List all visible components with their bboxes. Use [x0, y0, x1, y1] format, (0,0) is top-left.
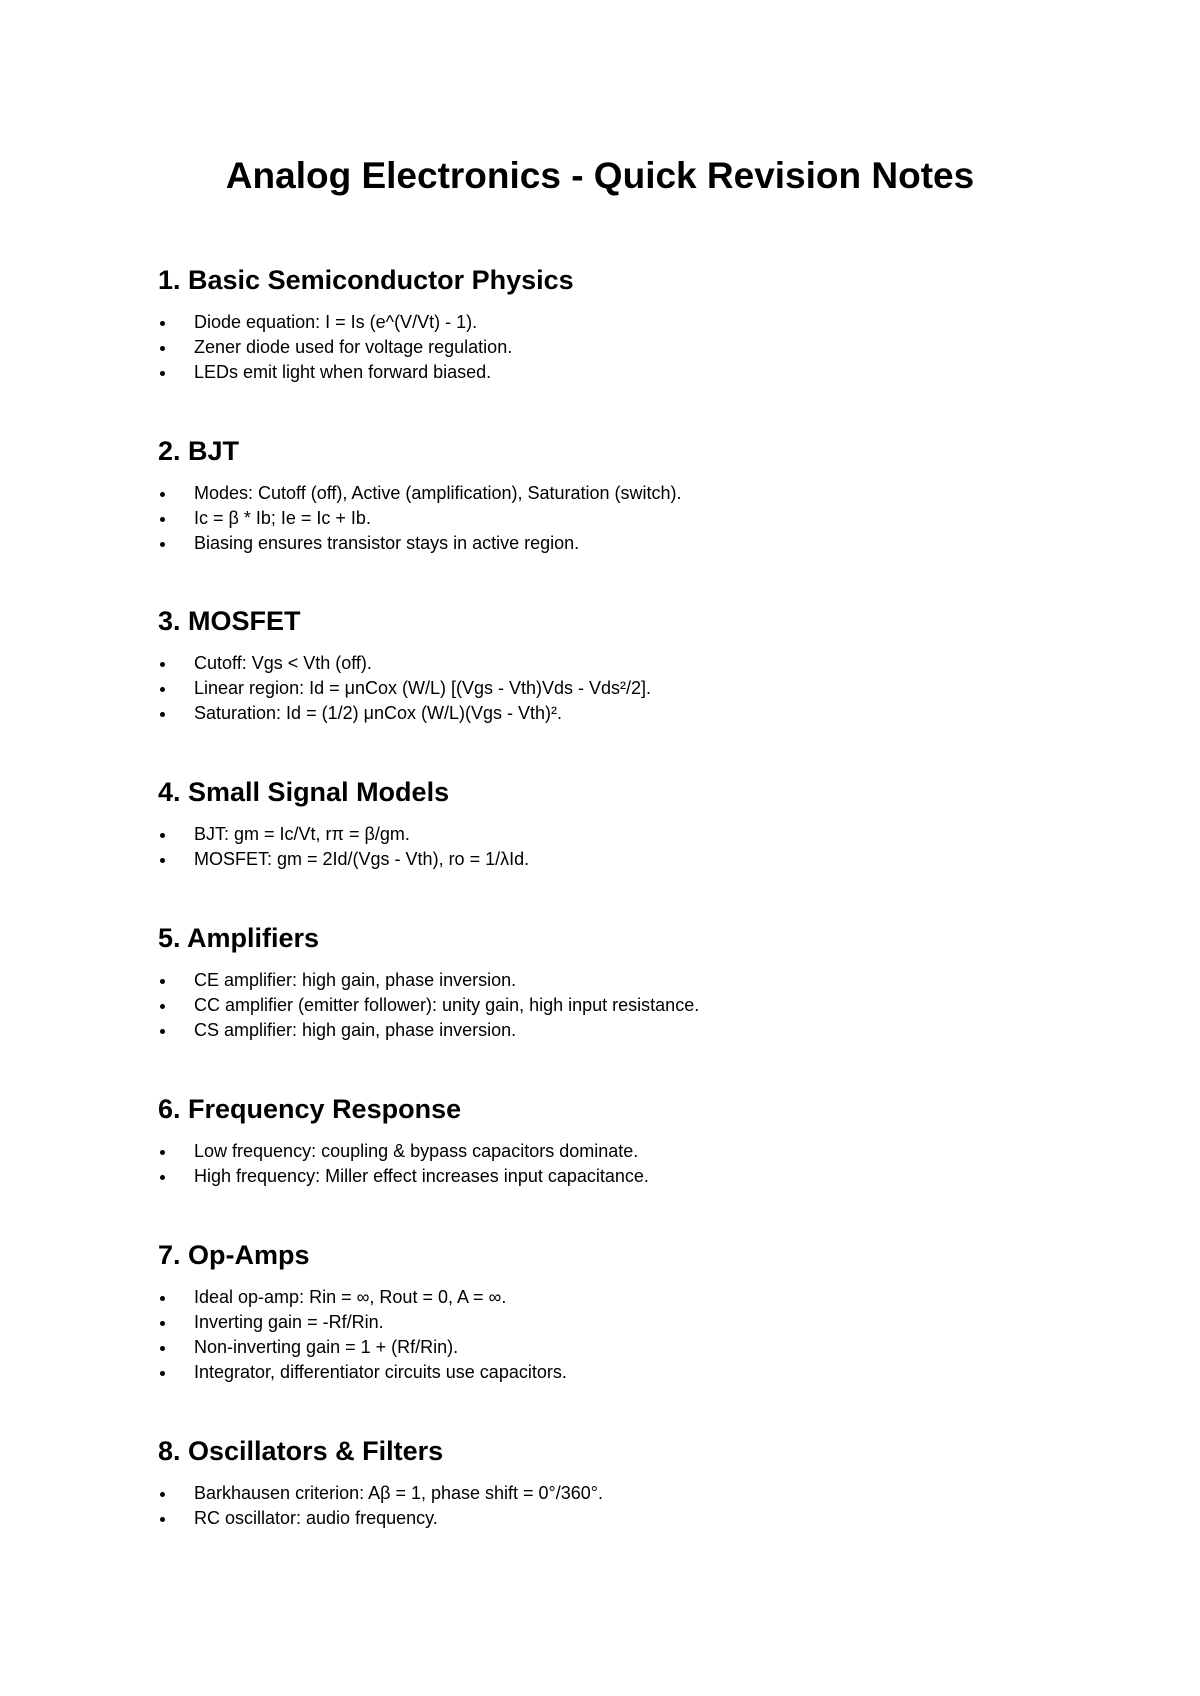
bullet-icon: [160, 1175, 165, 1180]
bullet-icon: [160, 1150, 165, 1155]
list-item: [158, 310, 1118, 335]
section-mosfet: [158, 607, 1118, 726]
list-item: [158, 506, 1118, 531]
section-basic-semiconductor-physics: [158, 266, 1118, 385]
bullet-icon: [160, 492, 165, 497]
document-title: Analog Electronics - Quick Revision Notes: [225, 155, 975, 196]
section-heading: 4. Small Signal Models: [158, 777, 450, 807]
section-heading: 5. Amplifiers: [158, 923, 320, 953]
list-item: [158, 676, 1118, 701]
section-heading: 3. MOSFET: [158, 606, 301, 636]
bullet-list: [158, 1481, 1118, 1531]
list-item: [158, 335, 1118, 360]
bullet-icon: [160, 1004, 165, 1009]
list-item: [158, 1018, 1118, 1043]
section-op-amps: [158, 1241, 1118, 1385]
bullet-icon: [160, 979, 165, 984]
list-item-text: Barkhausen criterion: Aβ = 1, phase shift = 0°/360°.: [194, 1482, 603, 1503]
list-item: [158, 1360, 1118, 1385]
bullet-icon: [160, 1029, 165, 1034]
list-item: [158, 531, 1118, 556]
list-item-text: Zener diode used for voltage regulation.: [194, 336, 513, 357]
list-item: [158, 1285, 1118, 1310]
list-item: [158, 1310, 1118, 1335]
list-item-text: BJT: gm = Ic/Vt, rπ = β/gm.: [194, 823, 410, 844]
bullet-list: [158, 822, 1118, 872]
bullet-icon: [160, 371, 165, 376]
list-item: [158, 651, 1118, 676]
list-item-text: Inverting gain = -Rf/Rin.: [194, 1311, 384, 1332]
bullet-list: [158, 968, 1118, 1043]
list-item-text: CE amplifier: high gain, phase inversion.: [194, 969, 517, 990]
list-item: [158, 822, 1118, 847]
section-amplifiers: [158, 924, 1118, 1043]
bullet-icon: [160, 833, 165, 838]
list-item-text: Ideal op-amp: Rin = ∞, Rout = 0, A = ∞.: [194, 1286, 507, 1307]
list-item: [158, 1139, 1118, 1164]
list-item-text: Ic = β * Ib; Ie = Ic + Ib.: [194, 507, 371, 528]
list-item-text: Cutoff: Vgs < Vth (off).: [194, 652, 372, 673]
list-item: [158, 993, 1118, 1018]
section-heading: 8. Oscillators & Filters: [158, 1436, 444, 1466]
list-item-text: CS amplifier: high gain, phase inversion.: [194, 1019, 517, 1040]
section-heading: 6. Frequency Response: [158, 1094, 462, 1124]
bullet-list: [158, 1285, 1118, 1385]
list-item-text: MOSFET: gm = 2Id/(Vgs - Vth), ro = 1/λId.: [194, 848, 530, 869]
bullet-icon: [160, 1517, 165, 1522]
section-bjt: [158, 437, 1118, 556]
bullet-list: [158, 310, 1118, 385]
section-heading: 2. BJT: [158, 436, 240, 466]
bullet-icon: [160, 346, 165, 351]
bullet-icon: [160, 687, 165, 692]
list-item: [158, 701, 1118, 726]
list-item: [158, 1164, 1118, 1189]
bullet-icon: [160, 858, 165, 863]
list-item-text: RC oscillator: audio frequency.: [194, 1507, 438, 1528]
list-item: [158, 1506, 1118, 1531]
section-heading: 7. Op-Amps: [158, 1240, 310, 1270]
bullet-icon: [160, 712, 165, 717]
list-item: [158, 1481, 1118, 1506]
list-item-text: CC amplifier (emitter follower): unity gain, high input resistance.: [194, 994, 700, 1015]
bullet-icon: [160, 542, 165, 547]
bullet-list: [158, 1139, 1118, 1189]
list-item-text: Integrator, differentiator circuits use capacitors.: [194, 1361, 567, 1382]
list-item-text: LEDs emit light when forward biased.: [194, 361, 492, 382]
bullet-icon: [160, 1346, 165, 1351]
section-frequency-response: [158, 1095, 1118, 1189]
bullet-list: [158, 651, 1118, 726]
section-oscillators-filters: [158, 1437, 1118, 1531]
list-item-text: Biasing ensures transistor stays in active region.: [194, 532, 580, 553]
list-item: [158, 847, 1118, 872]
bullet-icon: [160, 1492, 165, 1497]
section-heading: 1. Basic Semiconductor Physics: [158, 265, 574, 295]
list-item-text: Linear region: Id = μnCox (W/L) [(Vgs - Vth)Vds - Vds²/2].: [194, 677, 652, 698]
list-item: [158, 1335, 1118, 1360]
bullet-icon: [160, 1321, 165, 1326]
list-item: [158, 360, 1118, 385]
list-item-text: Diode equation: I = Is (e^(V/Vt) - 1).: [194, 311, 478, 332]
list-item: [158, 968, 1118, 993]
list-item-text: High frequency: Miller effect increases input capacitance.: [194, 1165, 649, 1186]
bullet-icon: [160, 662, 165, 667]
bullet-list: [158, 481, 1118, 556]
list-item-text: Modes: Cutoff (off), Active (amplification), Saturation (switch).: [194, 482, 682, 503]
list-item-text: Low frequency: coupling & bypass capacitors dominate.: [194, 1140, 639, 1161]
list-item-text: Non-inverting gain = 1 + (Rf/Rin).: [194, 1336, 459, 1357]
list-item-text: Saturation: Id = (1/2) μnCox (W/L)(Vgs - Vth)².: [194, 702, 562, 723]
section-small-signal-models: [158, 778, 1118, 872]
bullet-icon: [160, 517, 165, 522]
bullet-icon: [160, 321, 165, 326]
bullet-icon: [160, 1371, 165, 1376]
list-item: [158, 481, 1118, 506]
bullet-icon: [160, 1296, 165, 1301]
